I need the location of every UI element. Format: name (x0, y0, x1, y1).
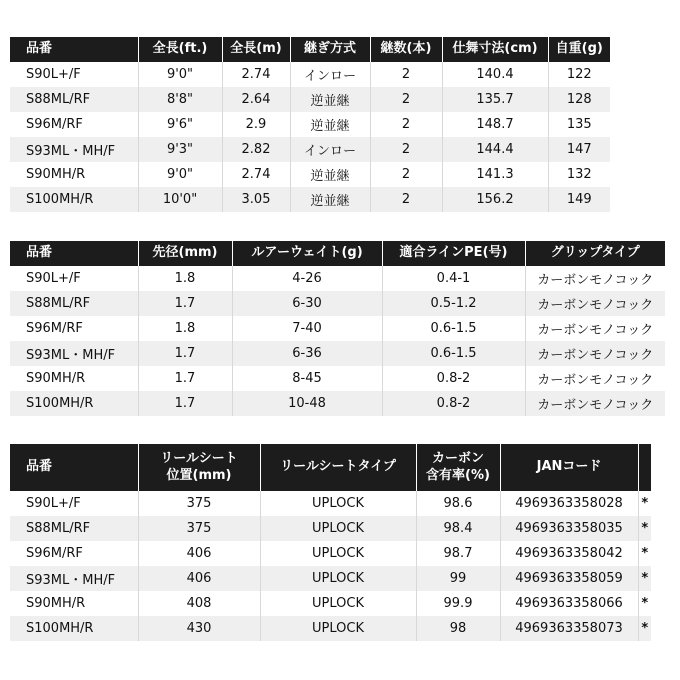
table-cell: 0.8-2 (382, 366, 525, 391)
table-header (10, 37, 610, 62)
table-row (10, 62, 610, 87)
table-cell: 2.74 (222, 162, 290, 187)
table-cell: UPLOCK (260, 516, 416, 541)
table-cell: 2.82 (222, 137, 290, 162)
table-row (10, 112, 610, 137)
column-header: カーボン 含有率(%) (416, 444, 500, 491)
table-body (10, 62, 610, 212)
model-number-cell: S100MH/R (10, 391, 138, 416)
column-header: 継数(本) (370, 37, 442, 62)
model-number-cell: S96M/RF (10, 541, 138, 566)
table-cell: 8-45 (232, 366, 382, 391)
table-cell: 9'3" (138, 137, 222, 162)
table-cell: 0.6-1.5 (382, 341, 525, 366)
table-cell: 99.9 (416, 591, 500, 616)
table-cell: カーボンモノコック (525, 391, 665, 416)
column-header: 先径(mm) (138, 241, 232, 266)
table-cell: 9'6" (138, 112, 222, 137)
table-cell: 4969363358042 (500, 541, 638, 566)
table-cell: 149 (548, 187, 610, 212)
table-cell: 375 (138, 516, 260, 541)
table-cell: カーボンモノコック (525, 266, 665, 291)
column-header: 品番 (10, 444, 138, 491)
table-cell: 逆並継 (290, 162, 370, 187)
table-cell: 122 (548, 62, 610, 87)
table-cell: 7-40 (232, 316, 382, 341)
table-header (10, 444, 651, 491)
table-row (10, 316, 665, 341)
spec-table-reelseat-jan (10, 444, 651, 641)
table-cell: 2 (370, 187, 442, 212)
table-row (10, 541, 651, 566)
table-cell: 1.7 (138, 391, 232, 416)
table-row (10, 341, 665, 366)
table-cell: 4969363358028 (500, 491, 638, 516)
model-number-cell: S90MH/R (10, 591, 138, 616)
table-cell: 4969363358059 (500, 566, 638, 591)
table-cell: 0.4-1 (382, 266, 525, 291)
table-cell: カーボンモノコック (525, 291, 665, 316)
table-cell: 1.8 (138, 266, 232, 291)
table-cell: 逆並継 (290, 87, 370, 112)
table-cell: カーボンモノコック (525, 316, 665, 341)
table-cell: * (638, 541, 651, 566)
table-cell: 4969363358073 (500, 616, 638, 641)
column-header: 自重(g) (548, 37, 610, 62)
table-cell: 2.9 (222, 112, 290, 137)
table-row (10, 366, 665, 391)
table-cell: 2 (370, 62, 442, 87)
table-cell: * (638, 591, 651, 616)
header-row (10, 37, 610, 62)
table-cell: 6-36 (232, 341, 382, 366)
model-number-cell: S100MH/R (10, 616, 138, 641)
column-header: 継ぎ方式 (290, 37, 370, 62)
table-header (10, 241, 665, 266)
table-cell: 9'0" (138, 62, 222, 87)
table-row (10, 162, 610, 187)
table-cell: インロー (290, 62, 370, 87)
table-cell: 8'8" (138, 87, 222, 112)
model-number-cell: S90MH/R (10, 162, 138, 187)
table-cell: * (638, 566, 651, 591)
table-cell: 135 (548, 112, 610, 137)
table-cell: 408 (138, 591, 260, 616)
table-cell: 3.05 (222, 187, 290, 212)
table-cell: 逆並継 (290, 112, 370, 137)
column-header: リールシートタイプ (260, 444, 416, 491)
table-row (10, 266, 665, 291)
column-header: 仕舞寸法(cm) (442, 37, 548, 62)
table-cell: 2.64 (222, 87, 290, 112)
model-number-cell: S96M/RF (10, 112, 138, 137)
table-cell: UPLOCK (260, 566, 416, 591)
table-cell: カーボンモノコック (525, 341, 665, 366)
table-cell: 128 (548, 87, 610, 112)
column-header: グリップタイプ (525, 241, 665, 266)
table-cell: 98.4 (416, 516, 500, 541)
table-cell: 1.7 (138, 341, 232, 366)
table-cell: 156.2 (442, 187, 548, 212)
table-cell: 9'0" (138, 162, 222, 187)
table-cell: 2 (370, 87, 442, 112)
model-number-cell: S90L+/F (10, 62, 138, 87)
table-row (10, 391, 665, 416)
table-row (10, 591, 651, 616)
table-cell: 10'0" (138, 187, 222, 212)
table-row (10, 566, 651, 591)
table-cell: 0.5-1.2 (382, 291, 525, 316)
table-cell: 0.8-2 (382, 391, 525, 416)
table-cell: 430 (138, 616, 260, 641)
header-row (10, 241, 665, 266)
model-number-cell: S96M/RF (10, 316, 138, 341)
table-cell: 132 (548, 162, 610, 187)
model-number-cell: S88ML/RF (10, 87, 138, 112)
model-number-cell: S88ML/RF (10, 291, 138, 316)
column-header (638, 444, 651, 491)
table-cell: 2 (370, 162, 442, 187)
column-header: リールシート 位置(mm) (138, 444, 260, 491)
table-row (10, 491, 651, 516)
table-cell: UPLOCK (260, 591, 416, 616)
table-cell: 1.8 (138, 316, 232, 341)
table-row (10, 516, 651, 541)
column-header: JANコード (500, 444, 638, 491)
table-cell: 10-48 (232, 391, 382, 416)
table-cell: 147 (548, 137, 610, 162)
table-cell: 2 (370, 112, 442, 137)
spec-table-dimensions (10, 37, 610, 212)
table-cell: 2 (370, 137, 442, 162)
model-number-cell: S88ML/RF (10, 516, 138, 541)
table-body (10, 266, 665, 416)
header-row (10, 444, 651, 491)
model-number-cell: S93ML・MH/F (10, 341, 138, 366)
table-cell: 逆並継 (290, 187, 370, 212)
table-cell: 375 (138, 491, 260, 516)
table-row (10, 187, 610, 212)
column-header: 適合ラインPE(号) (382, 241, 525, 266)
table-cell: * (638, 491, 651, 516)
table-cell: 2.74 (222, 62, 290, 87)
model-number-cell: S90L+/F (10, 491, 138, 516)
table-cell: * (638, 616, 651, 641)
table-cell: 406 (138, 566, 260, 591)
table-cell: 0.6-1.5 (382, 316, 525, 341)
model-number-cell: S93ML・MH/F (10, 566, 138, 591)
table-cell: UPLOCK (260, 491, 416, 516)
table-cell: * (638, 516, 651, 541)
table-row (10, 137, 610, 162)
table-cell: 4-26 (232, 266, 382, 291)
model-number-cell: S100MH/R (10, 187, 138, 212)
table-cell: 98.6 (416, 491, 500, 516)
column-header: 品番 (10, 37, 138, 62)
table-row (10, 291, 665, 316)
model-number-cell: S93ML・MH/F (10, 137, 138, 162)
column-header: 全長(m) (222, 37, 290, 62)
table-cell: インロー (290, 137, 370, 162)
table-cell: 406 (138, 541, 260, 566)
model-number-cell: S90MH/R (10, 366, 138, 391)
table-cell: 1.7 (138, 366, 232, 391)
table-cell: 140.4 (442, 62, 548, 87)
model-number-cell: S90L+/F (10, 266, 138, 291)
spec-table-tip-lure (10, 241, 665, 416)
column-header: ルアーウェイト(g) (232, 241, 382, 266)
table-body (10, 491, 651, 641)
table-cell: 144.4 (442, 137, 548, 162)
table-row (10, 616, 651, 641)
table-cell: UPLOCK (260, 616, 416, 641)
table-cell: 98.7 (416, 541, 500, 566)
column-header: 全長(ft.) (138, 37, 222, 62)
table-cell: カーボンモノコック (525, 366, 665, 391)
table-cell: 98 (416, 616, 500, 641)
table-cell: 4969363358035 (500, 516, 638, 541)
table-cell: 1.7 (138, 291, 232, 316)
table-cell: 99 (416, 566, 500, 591)
table-cell: 4969363358066 (500, 591, 638, 616)
table-cell: 135.7 (442, 87, 548, 112)
table-cell: 141.3 (442, 162, 548, 187)
table-cell: 6-30 (232, 291, 382, 316)
table-row (10, 87, 610, 112)
table-cell: UPLOCK (260, 541, 416, 566)
column-header: 品番 (10, 241, 138, 266)
table-cell: 148.7 (442, 112, 548, 137)
